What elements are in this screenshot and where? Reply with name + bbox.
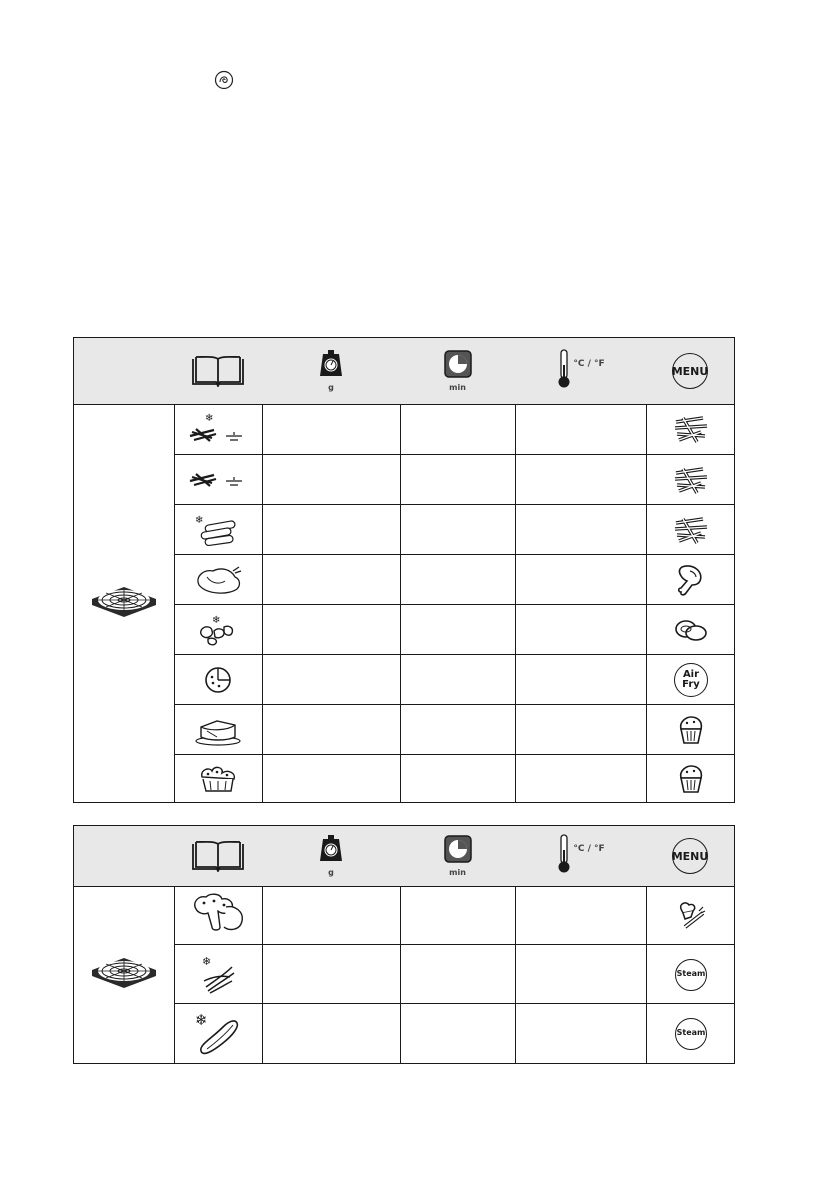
time-cell xyxy=(400,945,516,1004)
muffin-program-icon xyxy=(646,705,735,755)
timer-icon xyxy=(444,835,472,867)
temp-cell xyxy=(515,755,647,803)
air-fry-program-button[interactable]: Air Fry xyxy=(674,663,708,697)
table-row xyxy=(174,704,734,755)
cheesecake-icon xyxy=(174,705,262,755)
weight-cell xyxy=(262,655,401,705)
table-header xyxy=(74,826,734,887)
frozen-sausages-icon xyxy=(174,505,262,555)
weight-cell xyxy=(262,605,401,655)
weight-cell xyxy=(262,505,401,555)
chicken-leg-program-icon xyxy=(646,555,735,605)
temp-cell xyxy=(515,404,647,454)
swirl-icon xyxy=(214,70,234,90)
table-row xyxy=(174,604,734,655)
temp-cell xyxy=(515,655,647,705)
svg-text:❄: ❄ xyxy=(195,515,204,526)
basket-rack-icon xyxy=(88,585,160,623)
time-cell xyxy=(400,404,516,454)
menu-button[interactable]: MENU xyxy=(672,838,708,874)
weight-cell xyxy=(262,555,401,605)
svg-text:❄: ❄ xyxy=(212,615,221,626)
nuggets-program-icon xyxy=(646,605,735,655)
table-header xyxy=(74,338,734,405)
svg-text:❄: ❄ xyxy=(202,954,212,968)
fries-program-icon xyxy=(646,505,735,555)
frozen-zucchini-icon xyxy=(174,1004,262,1063)
time-cell xyxy=(400,505,516,555)
broccoli-icon xyxy=(174,886,262,944)
frozen-green-beans-icon xyxy=(174,945,262,1004)
thermometer-icon xyxy=(556,834,572,878)
basket-rack-icon xyxy=(88,956,160,994)
time-cell xyxy=(400,755,516,803)
cooking-table-steam xyxy=(73,825,735,1064)
temp-cell xyxy=(515,505,647,555)
whole-chicken-icon xyxy=(174,555,262,605)
temp-cell xyxy=(515,945,647,1004)
scale-icon xyxy=(319,350,343,382)
time-cell xyxy=(400,1004,516,1063)
temp-unit: °C / °F xyxy=(573,359,605,369)
steam-program-button[interactable]: Steam xyxy=(675,959,707,991)
table-row xyxy=(174,654,734,705)
vegetables-program-icon xyxy=(646,886,735,944)
muffins-icon xyxy=(174,755,262,803)
fries-program-icon xyxy=(646,455,735,505)
weight-cell xyxy=(262,1004,401,1063)
temp-cell xyxy=(515,455,647,505)
basket-cell xyxy=(74,887,175,1063)
table-row xyxy=(174,504,734,555)
weight-cell xyxy=(262,755,401,803)
thermometer-icon xyxy=(556,349,572,393)
book-icon xyxy=(174,826,262,886)
table-row xyxy=(174,886,734,944)
table-row xyxy=(174,404,734,454)
temp-cell xyxy=(515,1004,647,1063)
menu-button[interactable]: MENU xyxy=(672,353,708,389)
time-cell xyxy=(400,705,516,755)
frozen-nuggets-icon xyxy=(174,605,262,655)
weight-cell xyxy=(262,945,401,1004)
temp-cell xyxy=(515,886,647,944)
scale-icon xyxy=(319,835,343,867)
pizza-icon xyxy=(174,655,262,705)
weight-cell xyxy=(262,404,401,454)
temp-unit: °C / °F xyxy=(573,844,605,854)
temp-cell xyxy=(515,555,647,605)
time-unit: min xyxy=(449,868,466,877)
time-cell xyxy=(400,455,516,505)
basket-cell xyxy=(74,405,175,802)
table-row xyxy=(174,944,734,1004)
time-unit: min xyxy=(449,383,466,392)
thin-fries-icon xyxy=(174,455,262,505)
svg-text:❄: ❄ xyxy=(195,1010,208,1029)
weight-unit: g xyxy=(328,868,334,877)
steam-program-button[interactable]: Steam xyxy=(675,1018,707,1050)
fries-program-icon xyxy=(646,404,735,454)
temp-cell xyxy=(515,605,647,655)
timer-icon xyxy=(444,350,472,382)
time-cell xyxy=(400,886,516,944)
muffin-program-icon xyxy=(646,755,735,803)
weight-cell xyxy=(262,455,401,505)
table-row xyxy=(174,754,734,803)
time-cell xyxy=(400,605,516,655)
svg-text:❄: ❄ xyxy=(205,413,214,424)
weight-cell xyxy=(262,886,401,944)
cooking-table-airfry xyxy=(73,337,735,803)
time-cell xyxy=(400,655,516,705)
table-row xyxy=(174,1003,734,1063)
table-row xyxy=(174,554,734,605)
weight-cell xyxy=(262,705,401,755)
book-icon xyxy=(174,338,262,404)
time-cell xyxy=(400,555,516,605)
weight-unit: g xyxy=(328,383,334,392)
frozen-thin-fries-icon xyxy=(174,404,262,454)
table-row xyxy=(174,454,734,505)
temp-cell xyxy=(515,705,647,755)
